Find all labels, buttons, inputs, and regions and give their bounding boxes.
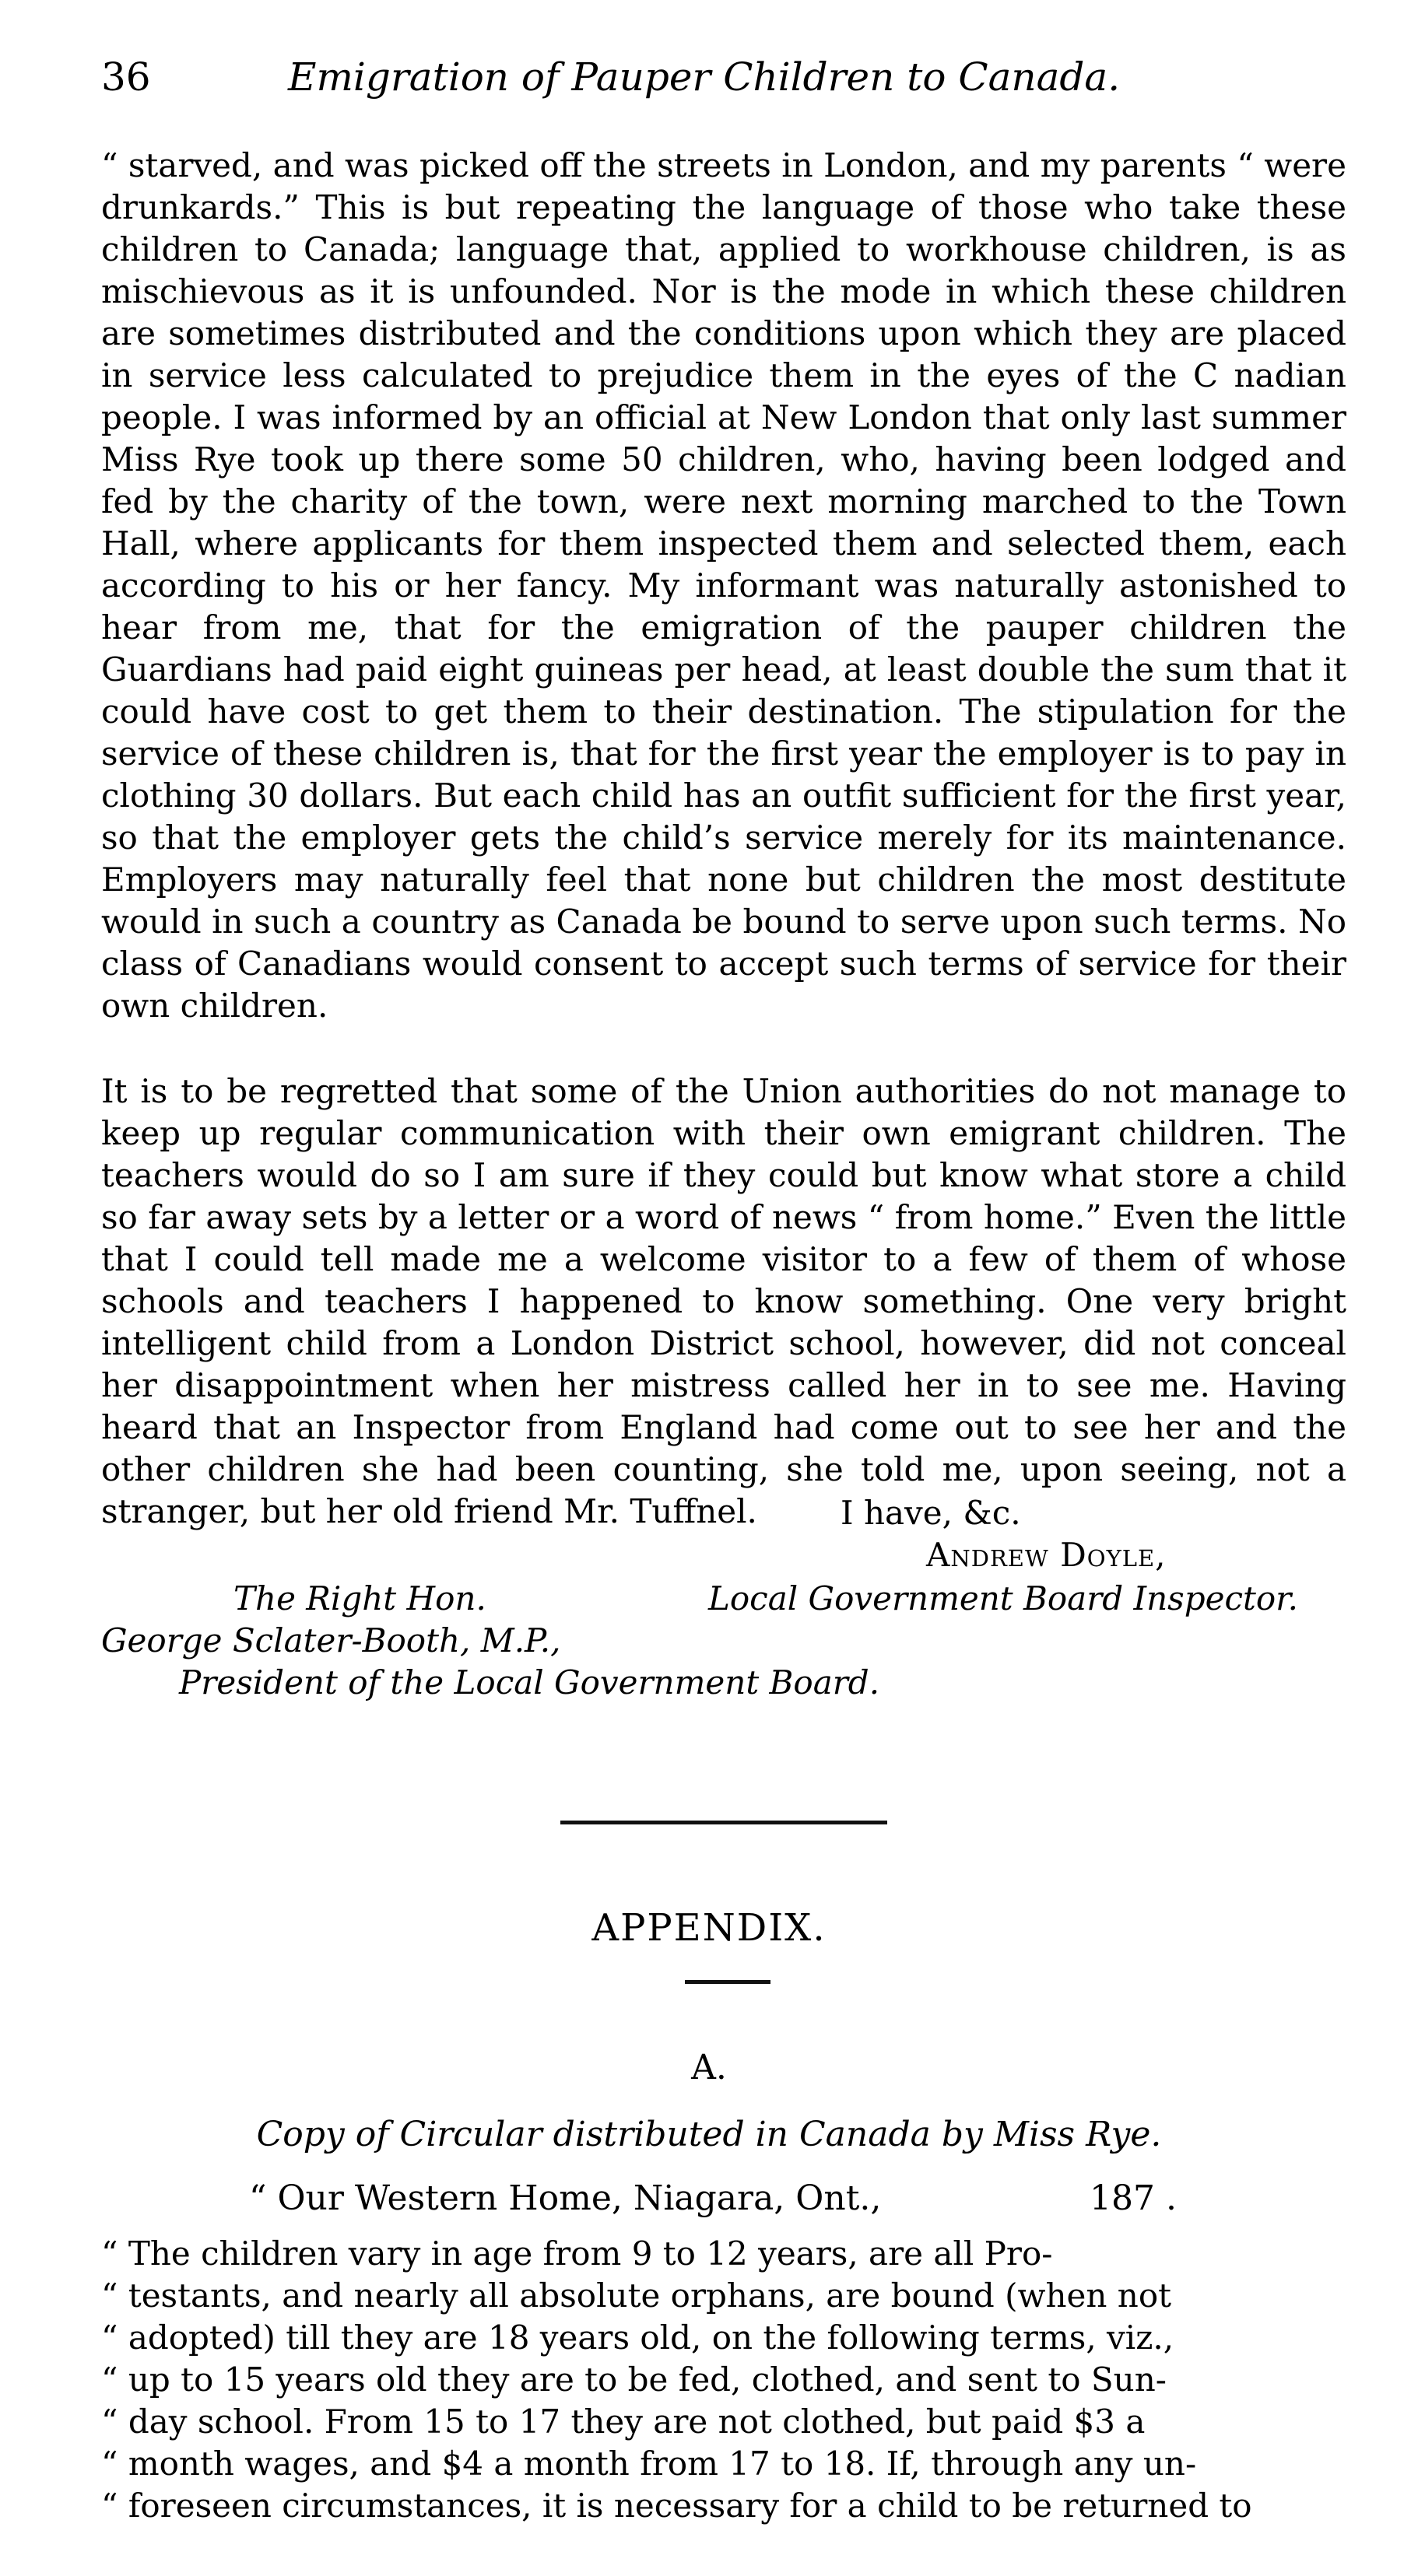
circular-year: 187 . <box>1090 2178 1177 2218</box>
recipient-name: George Sclater-Booth, M.P., <box>101 1621 561 1660</box>
appendix-heading: APPENDIX. <box>591 1906 827 1950</box>
appendix-section-letter: A. <box>691 2048 727 2087</box>
signatory-title: Local Government Board Inspector. <box>708 1579 1298 1617</box>
circular-line: “ foreseen circumstances, it is necessary for a child to be returned to <box>101 2487 1252 2525</box>
circular-line: “ The children vary in age from 9 to 12 years, are all Pro- <box>101 2234 1053 2273</box>
recipient-honorific: The Right Hon. <box>233 1579 486 1617</box>
circular-address-line: “ Our Western Home, Niagara, Ont., <box>249 2178 882 2218</box>
page-number: 36 <box>101 54 151 100</box>
letter-paragraph-1: “ starved, and was picked off the streets in London, and my parents “ were drunkards.” This is but repeating the language of those who take these children to Canada; language that, applied to workhouse children, is as mischievous as it is unfounded. Nor is the mode in which these children are sometimes distributed and the conditions upon which they are placed in service less calculated to prejudice them in the eyes of the C nadian people. I was informed by an official at New London that only last summer Miss Rye took up there some 50 children, who, having been lodged and fed by the charity of the town, were next morning marched to the Town Hall, where applicants for them inspected them and selected them, each according to his or her fancy. My informant was naturally astonished to hear from me, that for the emigration of the pauper children the Guardians had paid eight guineas per head, at least double the sum that it could have cost to get them to their destination. The stipulation for the service of these children is, that for the first year the employer is to pay in clothing 30 dollars. But each child has an outfit sufficient for the first year, so that the employer gets the child’s service merely for its maintenance. Employers may naturally feel that none but children the most destitute would in such a country as Canada be bound to serve upon such terms. No class of Canadians would consent to accept such terms of service for their own children. <box>101 146 1346 1025</box>
page-header <box>101 54 1346 109</box>
letter-paragraph-2: It is to be regretted that some of the Union authorities do not manage to keep up regular communication with their own emigrant children. The teachers would do so I am sure if they could but know what store a child so far away sets by a letter or a word of news “ from home.” Even the little that I could tell made me a welcome visitor to a few of them of whose schools and teachers I happened to know something. One very bright intelligent child from a London District school, however, did not conceal her disappointment when her mistress called her in to see me. Having heard that an Inspector from England had come out to see her and the other children she had been counting, she told me, upon seeing, not a stranger, but her old friend Mr. Tuffnel. <box>101 1072 1346 1530</box>
circular-line: “ day school. From 15 to 17 they are not clothed, but paid $3 a <box>101 2403 1146 2441</box>
heading-underline-rule <box>685 1980 770 1984</box>
section-divider-rule <box>560 1821 887 1824</box>
recipient-title: President of the Local Government Board. <box>179 1663 880 1702</box>
circular-line: “ adopted) till they are 18 years old, on the following terms, viz., <box>101 2318 1174 2357</box>
circular-line: “ month wages, and $4 a month from 17 to 18. If, through any un- <box>101 2445 1197 2483</box>
signatory-name: Andrew Doyle, <box>926 1536 1167 1574</box>
running-title: Emigration of Pauper Children to Canada. <box>288 54 1121 100</box>
circular-body <box>101 2233 1346 2527</box>
circular-line: “ up to 15 years old they are to be fed, clothed, and sent to Sun- <box>101 2360 1167 2399</box>
circular-title: Copy of Circular distributed in Canada by Miss Rye. <box>256 2115 1162 2154</box>
letter-closing: I have, &c. <box>841 1494 1021 1532</box>
circular-line: “ testants, and nearly all absolute orphans, are bound (when not <box>101 2276 1171 2315</box>
